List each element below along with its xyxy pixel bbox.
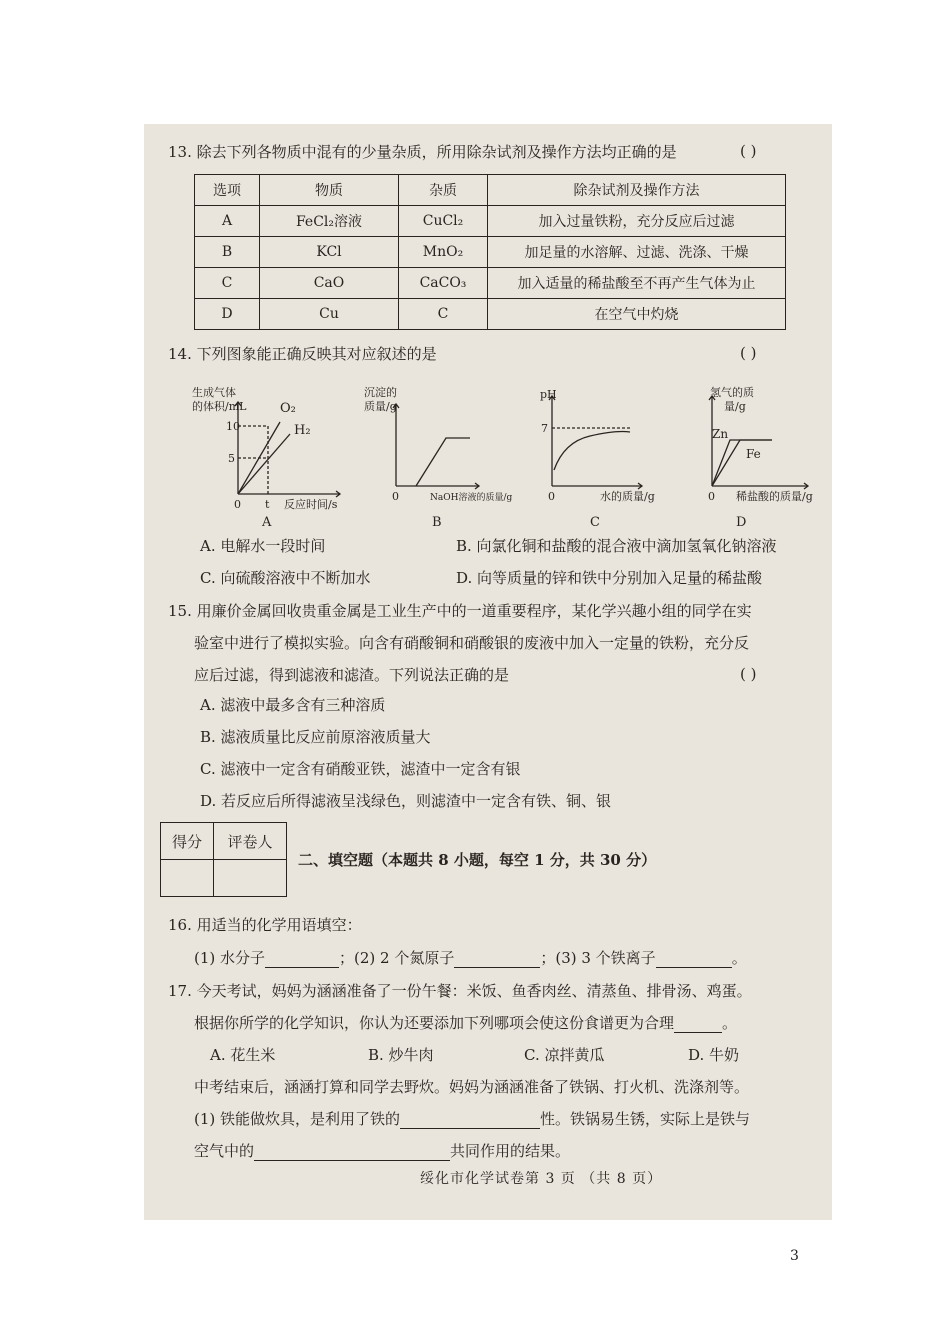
graph-c-tick-7: 7 bbox=[541, 422, 548, 435]
q17-line5 bbox=[194, 1141, 570, 1161]
q14-option-c: C. 向硫酸溶液中不断加水 bbox=[200, 569, 371, 587]
section-2-heading: 二、填空题（本题共 8 小题，每空 1 分，共 30 分） bbox=[298, 851, 657, 869]
q17-blank-menu[interactable] bbox=[674, 1016, 722, 1033]
q16-blank-2[interactable] bbox=[454, 951, 540, 968]
graph-d-ylabel1: 氢气的质 bbox=[710, 386, 754, 399]
table-row bbox=[195, 206, 786, 237]
h2-line bbox=[238, 434, 290, 494]
graph-a-ylabel1: 生成气体 bbox=[192, 386, 236, 399]
graph-d-zn-label: Zn bbox=[712, 427, 729, 441]
cell: MnO₂ bbox=[399, 237, 488, 268]
graph-d-caption: D bbox=[736, 515, 747, 530]
q15-option-b: B. 滤液质量比反应前原溶液质量大 bbox=[200, 728, 431, 746]
q17-line2-text: 根据你所学的化学知识，你认为还要添加下列哪项会使这份食谱更为合理 bbox=[194, 1014, 675, 1032]
q17-option-d: D. 牛奶 bbox=[688, 1046, 740, 1064]
graph-d-ylabel2: 量/g bbox=[724, 400, 746, 413]
cell: B bbox=[195, 237, 260, 268]
q17-line5-start: 空气中的 bbox=[194, 1142, 255, 1160]
graph-b-caption: B bbox=[432, 515, 442, 530]
graph-a-h2-label: H₂ bbox=[294, 423, 311, 438]
cell: C bbox=[195, 268, 260, 299]
q17-line4-start: (1) 铁能做炊具，是利用了铁的 bbox=[194, 1110, 401, 1128]
q16-part3: ；(3) 3 个铁离子 bbox=[540, 949, 656, 967]
page-number: 3 bbox=[790, 1248, 799, 1264]
graph-d bbox=[690, 382, 820, 532]
cell: A bbox=[195, 206, 260, 237]
graph-c-caption: C bbox=[590, 515, 600, 530]
q15-option-d: D. 若反应后所得滤液呈浅绿色，则滤渣中一定含有铁、铜、银 bbox=[200, 792, 612, 810]
q14-stem: 14. 下列图象能正确反映其对应叙述的是 bbox=[168, 345, 437, 363]
q15-line1: 15. 用廉价金属回收贵重金属是工业生产中的一道重要程序，某化学兴趣小组的同学在实 bbox=[168, 602, 752, 620]
q13-answer-paren: ( ) bbox=[740, 142, 757, 160]
q16-part2: ；(2) 2 个氮原子 bbox=[339, 949, 455, 967]
q14-option-a: A. 电解水一段时间 bbox=[200, 537, 326, 555]
cell: D bbox=[195, 299, 260, 330]
table-row bbox=[195, 237, 786, 268]
zn-line bbox=[712, 440, 772, 486]
graph-b bbox=[354, 382, 514, 532]
q16-part1: (1) 水分子 bbox=[194, 949, 266, 967]
graph-d-origin: 0 bbox=[708, 490, 715, 503]
graph-b-ylabel1: 沉淀的 bbox=[364, 386, 397, 399]
graph-c-ylabel: pH bbox=[540, 388, 557, 401]
q15-line2: 验室中进行了模拟实验。向含有硝酸铜和硝酸银的废液中加入一定量的铁粉，充分反 bbox=[194, 634, 750, 652]
cell: C bbox=[399, 299, 488, 330]
grader-label: 评卷人 bbox=[214, 823, 287, 860]
q16-stem: 16. 用适当的化学用语填空： bbox=[168, 916, 362, 934]
q15-answer-paren: ( ) bbox=[740, 665, 757, 683]
cell: 加足量的水溶解、过滤、洗涤、干燥 bbox=[488, 237, 786, 268]
exam-footer: 绥化市化学试卷第 3 页 （共 8 页） bbox=[420, 1171, 663, 1187]
header-method: 除杂试剂及操作方法 bbox=[488, 175, 786, 206]
graph-d-fe-label: Fe bbox=[746, 447, 761, 461]
q17-line4 bbox=[194, 1109, 750, 1129]
q16-end: 。 bbox=[731, 949, 747, 967]
graph-a bbox=[190, 382, 350, 532]
graph-a-tick-10: 10 bbox=[226, 420, 240, 433]
q13-options-table bbox=[194, 174, 786, 330]
cell: CaO bbox=[260, 268, 399, 299]
cell: KCl bbox=[260, 237, 399, 268]
graph-c-xlabel: 水的质量/g bbox=[600, 490, 655, 503]
cell: CuCl₂ bbox=[399, 206, 488, 237]
graph-a-tick-t: t bbox=[265, 498, 270, 511]
graph-b-curve bbox=[416, 438, 470, 486]
graph-d-xlabel: 稀盐酸的质量/g bbox=[736, 490, 813, 503]
q13-stem: 13. 除去下列各物质中混有的少量杂质，所用除杂试剂及操作方法均正确的是 bbox=[168, 143, 677, 161]
score-box bbox=[160, 822, 287, 897]
q17-line2-end: 。 bbox=[722, 1014, 738, 1032]
score-cell[interactable] bbox=[161, 860, 214, 897]
graph-a-caption: A bbox=[262, 515, 272, 530]
cell: 加入过量铁粉，充分反应后过滤 bbox=[488, 206, 786, 237]
q14-option-b: B. 向氯化铜和盐酸的混合液中滴加氢氧化钠溶液 bbox=[456, 537, 777, 555]
cell: 在空气中灼烧 bbox=[488, 299, 786, 330]
q16-blank-3[interactable] bbox=[656, 951, 732, 968]
q17-option-a: A. 花生米 bbox=[210, 1046, 276, 1064]
q17-line1: 17. 今天考试，妈妈为涵涵准备了一份午餐：米饭、鱼香肉丝、清蒸鱼、排骨汤、鸡蛋。 bbox=[168, 982, 752, 1000]
graph-a-tick-5: 5 bbox=[228, 452, 235, 465]
table-row bbox=[195, 299, 786, 330]
q15-line3: 应后过滤，得到滤液和滤渣。下列说法正确的是 bbox=[194, 666, 510, 684]
graph-a-origin: 0 bbox=[234, 498, 241, 511]
graph-c-curve bbox=[554, 432, 630, 471]
q17-option-c: C. 凉拌黄瓜 bbox=[524, 1046, 605, 1064]
graph-a-xlabel: 反应时间/s bbox=[284, 498, 338, 511]
grader-cell[interactable] bbox=[214, 860, 287, 897]
q17-option-b: B. 炒牛肉 bbox=[368, 1046, 434, 1064]
q16-line bbox=[194, 948, 747, 968]
graph-c bbox=[530, 382, 670, 532]
cell: FeCl₂溶液 bbox=[260, 206, 399, 237]
q14-answer-paren: ( ) bbox=[740, 344, 757, 362]
cell: 加入适量的稀盐酸至不再产生气体为止 bbox=[488, 268, 786, 299]
cell: CaCO₃ bbox=[399, 268, 488, 299]
header-substance: 物质 bbox=[260, 175, 399, 206]
q17-line2 bbox=[194, 1013, 737, 1033]
score-label: 得分 bbox=[161, 823, 214, 860]
table-row bbox=[195, 268, 786, 299]
header-impurity: 杂质 bbox=[399, 175, 488, 206]
q17-blank-property[interactable] bbox=[400, 1112, 540, 1129]
graph-b-xlabel: NaOH溶液的质量/g bbox=[430, 493, 513, 503]
q17-line5-end: 共同作用的结果。 bbox=[450, 1142, 571, 1160]
graph-b-origin: 0 bbox=[392, 490, 399, 503]
q17-line4-end: 性。铁锅易生锈，实际上是铁与 bbox=[540, 1110, 751, 1128]
graph-a-o2-label: O₂ bbox=[280, 401, 296, 416]
q16-blank-1[interactable] bbox=[265, 951, 339, 968]
q17-blank-air[interactable] bbox=[254, 1144, 450, 1161]
q15-option-c: C. 滤液中一定含有硝酸亚铁，滤渣中一定含有银 bbox=[200, 760, 521, 778]
q17-line3: 中考结束后，涵涵打算和同学去野炊。妈妈为涵涵准备了铁锅、打火机、洗涤剂等。 bbox=[194, 1078, 750, 1096]
graph-c-origin: 0 bbox=[548, 490, 555, 503]
graph-a-ylabel2: 的体积/mL bbox=[192, 400, 247, 413]
table-header-row bbox=[195, 175, 786, 206]
header-option: 选项 bbox=[195, 175, 260, 206]
cell: Cu bbox=[260, 299, 399, 330]
q14-option-d: D. 向等质量的锌和铁中分别加入足量的稀盐酸 bbox=[456, 569, 763, 587]
graph-b-ylabel2: 质量/g bbox=[364, 400, 397, 413]
q15-option-a: A. 滤液中最多含有三种溶质 bbox=[200, 696, 386, 714]
